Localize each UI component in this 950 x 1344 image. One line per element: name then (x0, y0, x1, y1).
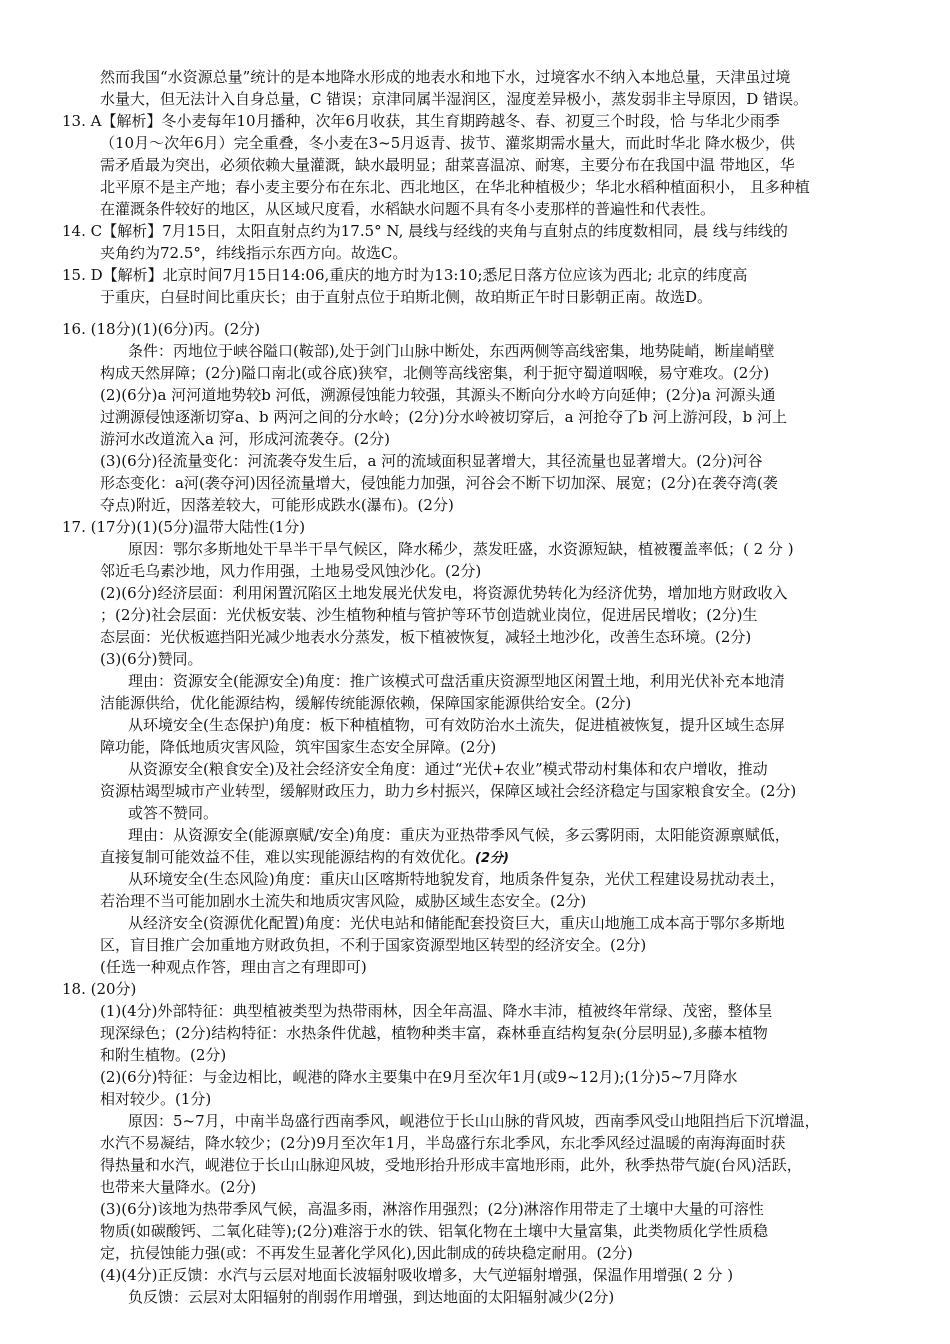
text-line: 现深绿色；(2分)结构特征：水热条件优越，植物种类丰富，森林垂直结构复杂(分层明显),多藤本植物 (100, 1024, 768, 1042)
text-line: (任选一种观点作答，理由言之有理即可) (100, 958, 367, 976)
text-line (100, 846, 509, 870)
text-line: 得热量和水汽，岘港位于长山山脉迎风坡，受地形抬升形成丰富地形雨，此外，秋季热带气旋(台风)活跃， (100, 1156, 802, 1174)
text-line: 游河水改道流入a 河，形成河流袭夺。(2分) (100, 430, 390, 448)
handwritten-score: (2分) (475, 851, 509, 866)
text-line: (3)(6分)赞同。 (100, 650, 203, 668)
text-line: 夹角约为72.5°，纬线指示东西方向。故选C。 (100, 244, 408, 262)
text-line: 理由：资源安全(能源安全)角度：推广该模式可盘活重庆资源型地区闲置土地，利用光伏补充本地清 (128, 672, 785, 690)
text-line: 北平原不是主产地；春小麦主要分布在东北、西北地区，在华北种植极少；华北水稻种植面积小， 且多种植 (100, 178, 810, 196)
text-line: (2)(6分)经济层面：利用闲置沉陷区土地发展光伏发电，将资源优势转化为经济优势，增加地方财政收入 (100, 584, 788, 602)
text-line: 15. D【解析】北京时间7月15日14:06,重庆的地方时为13:10;悉尼日落方位应该为西北; 北京的纬度高 (62, 266, 748, 284)
text-line: 17. (17分)(1)(5分)温带大陆性(1分) (62, 518, 306, 536)
text-line: (3)(6分)径流量变化：河流袭夺发生后，a 河的流域面积显著增大，其径流量也显著增大。(2分)河谷 (100, 452, 763, 470)
text-line: 邻近毛乌素沙地，风力作用强，土地易受风蚀沙化。(2分) (100, 562, 482, 580)
text-line: 夺点)附近，因落差较大，可能形成跌水(瀑布)。(2分) (100, 496, 454, 514)
text-line: 形态变化：a河(袭夺河)因径流量增大，侵蚀能力加强，河谷会不断下切加深、展宽；(2分)在袭夺湾(袭 (100, 474, 778, 492)
text-line: 构成天然屏障；(2分)隘口南北(或谷底)狭窄，北侧等高线密集，利于扼守蜀道咽喉，易守难攻。(2分) (100, 364, 770, 382)
text-line: 从环境安全(生态保护)角度：板下种植植物，可有效防治水土流失，促进植被恢复，提升区域生态屏 (128, 716, 785, 734)
text-line: 原因：鄂尔多斯地处干旱半干旱气候区，降水稀少，蒸发旺盛，水资源短缺，植被覆盖率低；( 2 分 ) (128, 540, 794, 558)
text-line: 洁能源供给，优化能源结构，缓解传统能源依赖，保障国家能源供给安全。(2分) (100, 694, 632, 712)
text-line: (1)(4分)外部特征：典型植被类型为热带雨林，因全年高温、降水丰沛，植被终年常绿、茂密，整体呈 (100, 1002, 773, 1020)
text-line: 18. (20分) (62, 980, 137, 998)
text-line: 态层面：光伏板遮挡阳光减少地表水分蒸发，板下植被恢复，减轻土地沙化，改善生态环境。(2分) (100, 628, 752, 646)
text-line: 理由：从资源安全(能源禀赋/安全)角度：重庆为亚热带季风气候，多云雾阴雨，太阳能资源禀赋低， (128, 826, 790, 844)
text-line: 13. A【解析】冬小麦每年10月播种，次年6月收获，其生育期跨越冬、春、初夏三个时段，恰 与华北少雨季 (62, 112, 780, 130)
text-line: (2)(6分)a 河河道地势较b 河低，溯源侵蚀能力较强，其源头不断向分水岭方向延伸；(2分)a 河源头通 (100, 386, 776, 404)
text-line: 障功能，降低地质灾害风险，筑牢国家生态安全屏障。(2分) (100, 738, 497, 756)
line-text: 直接复制可能效益不佳，难以实现能源结构的有效优化。 (100, 848, 476, 866)
text-line: 然而我国“水资源总量”统计的是本地降水形成的地表水和地下水，过境客水不纳入本地总量，天津虽过境 (100, 68, 791, 86)
text-line: 负反馈：云层对太阳辐射的削弱作用增强，到达地面的太阳辐射减少(2分) (128, 1288, 615, 1306)
text-line: 过溯源侵蚀逐渐切穿a、b 两河之间的分水岭；(2分)分水岭被切穿后，a 河抢夺了b 河上游河段，b 河上 (100, 408, 788, 426)
text-line: 水汽不易凝结，降水较少；(2分)9月至次年1月，半岛盛行东北季风，东北季风经过温暖的南海海面时获 (100, 1134, 786, 1152)
text-line: 条件：丙地位于峡谷隘口(鞍部),处于剑门山脉中断处，东西两侧等高线密集，地势陡峭，断崖峭壁 (128, 342, 775, 360)
text-line: (4)(4分)正反馈：水汽与云层对地面长波辐射吸收增多，大气逆辐射增强，保温作用增强( 2 分 ) (100, 1266, 734, 1284)
text-line: （10月～次年6月）完全重叠，冬小麦在3~5月返青、拔节、灌浆期需水量大，而此时华北 降水极少，供 (100, 134, 796, 152)
text-line: (3)(6分)该地为热带季风气候，高温多雨，淋溶作用强烈；(2分)淋溶作用带走了土壤中大量的可溶性 (100, 1200, 764, 1218)
text-line: 在灌溉条件较好的地区，从区域尺度看，水稻缺水问题不具有冬小麦那样的普遍性和代表性。 (100, 200, 716, 218)
text-line: 也带来大量降水。(2分) (100, 1178, 257, 1196)
text-line: 相对较少。(1分) (100, 1090, 212, 1108)
text-line: 16. (18分)(1)(6分)丙。(2分) (62, 320, 261, 338)
text-line: 需矛盾最为突出，必须依赖大量灌溉，缺水最明显；甜菜喜温凉、耐寒，主要分布在我国中温 带地区，华 (100, 156, 795, 174)
text-line: 原因：5~7月，中南半岛盛行西南季风，岘港位于长山山脉的背风坡，西南季风受山地阻挡后下沉增温， (128, 1112, 820, 1130)
text-line: 区，盲目推广会加重地方财政负担，不利于国家资源型地区转型的经济安全。(2分) (100, 936, 647, 954)
text-line: 物质(如碳酸钙、二氧化硅等);(2分)难溶于水的铁、铝氧化物在土壤中大量富集，此类物质化学性质稳 (100, 1222, 769, 1240)
text-line: 从环境安全(生态风险)角度：重庆山区喀斯特地貌发育，地质条件复杂，光伏工程建设易扰动表土， (128, 870, 785, 888)
text-line: 和附生植物。(2分) (100, 1046, 227, 1064)
text-line: 14. C【解析】7月15日，太阳直射点约为17.5° N, 晨线与经线的夹角与直射点的纬度数相同，晨 线与纬线的 (62, 222, 788, 240)
text-line: 若治理不当可能加剧水土流失和地质灾害风险，威胁区域生态安全。(2分) (100, 892, 587, 910)
text-line: 资源枯竭型城市产业转型，缓解财政压力，助力乡村振兴，保障区域社会经济稳定与国家粮食安全。(2分) (100, 782, 797, 800)
text-line: (2)(6分)特征：与金边相比，岘港的降水主要集中在9月至次年1月(或9~12月);(1分)5~7月降水 (100, 1068, 738, 1086)
text-line: 或答不赞同。 (128, 804, 219, 822)
text-line: ；(2分)社会层面：光伏板安装、沙生植物种植与管护等环节创造就业岗位，促进居民增收；(2分)生 (100, 606, 758, 624)
text-line: 水量大，但无法计入自身总量，C 错误；京津同属半湿润区，湿度差异极小，蒸发弱非主导原因，D 错误。 (100, 90, 809, 108)
text-line: 从资源安全(粮食安全)及社会经济安全角度：通过“光伏+农业”模式带动村集体和农户增收，推动 (128, 760, 768, 778)
text-line: 从经济安全(资源优化配置)角度：光伏电站和储能配套投资巨大，重庆山地施工成本高于鄂尔多斯地 (128, 914, 785, 932)
text-line: 于重庆，白昼时间比重庆长；由于直射点位于珀斯北侧，故珀斯正午时日影朝正南。故选D。 (100, 288, 713, 306)
text-line: 定，抗侵蚀能力强(或：不再发生显著化学风化),因此制成的砖块稳定耐用。(2分) (100, 1244, 633, 1262)
